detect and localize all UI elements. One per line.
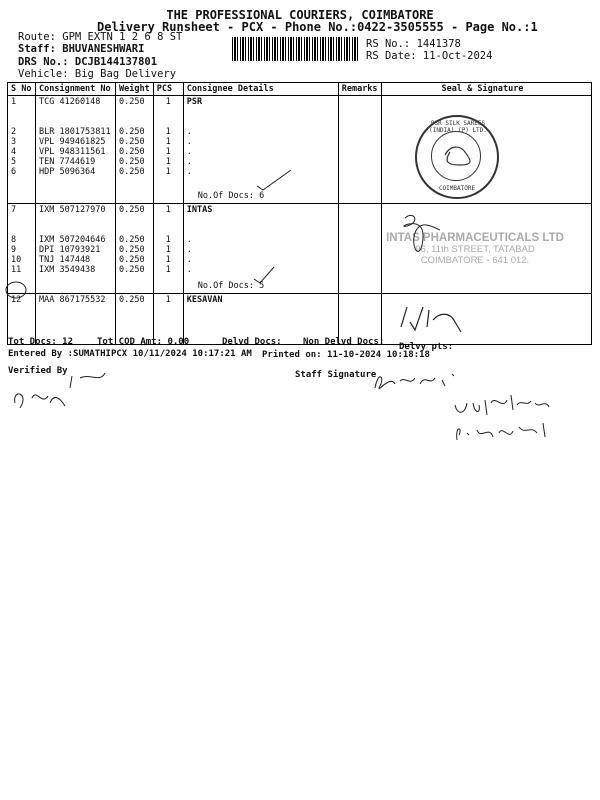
pcs: 1 bbox=[165, 97, 171, 107]
consignment-no: BLR 1801753811 bbox=[39, 127, 111, 137]
pcs: 1 bbox=[165, 127, 171, 137]
pcs: 1 bbox=[165, 255, 171, 265]
col-consignee: Consignee Details bbox=[183, 83, 338, 96]
consignment-no: IXM 507204646 bbox=[39, 235, 106, 245]
weight: 0.250 bbox=[119, 205, 145, 215]
consignment-no: MAA 867175532 bbox=[39, 295, 106, 305]
consignee-detail: . bbox=[186, 235, 192, 245]
weight: 0.250 bbox=[119, 255, 145, 265]
stamp-text: PSR SILK SAREES (INDIA) (P) LTD. bbox=[429, 120, 487, 134]
check-mark-1 bbox=[255, 168, 295, 192]
weight: 0.250 bbox=[119, 245, 145, 255]
sno: 9 bbox=[11, 245, 17, 255]
col-consignment: Consignment No bbox=[36, 83, 116, 96]
barcode bbox=[232, 37, 360, 61]
weight: 0.250 bbox=[119, 157, 145, 167]
verifier-signature bbox=[10, 368, 120, 423]
pcs: 1 bbox=[165, 157, 171, 167]
pcs: 1 bbox=[165, 147, 171, 157]
consignment-no: TCG 41260148 bbox=[39, 97, 101, 107]
consignment-no: IXM 507127970 bbox=[39, 205, 106, 215]
entered-by: Entered By :SUMATHIPCX 10/11/2024 10:17:21 AM bbox=[8, 349, 252, 359]
consignment-no: VPL 949461825 bbox=[39, 137, 106, 147]
pcs: 1 bbox=[165, 265, 171, 275]
sno: 12 bbox=[11, 295, 22, 305]
consignee-name: KESAVAN bbox=[186, 295, 223, 305]
delvy-pts: Delvy pts: bbox=[399, 342, 454, 352]
col-seal: Seal & Signature bbox=[381, 83, 591, 96]
col-pcs: PCS bbox=[153, 83, 183, 96]
check-mark-2 bbox=[252, 265, 277, 285]
weight: 0.250 bbox=[119, 137, 145, 147]
intas-signature bbox=[395, 208, 445, 253]
weight: 0.250 bbox=[119, 265, 145, 275]
table-row-group bbox=[8, 96, 592, 204]
weight: 0.250 bbox=[119, 235, 145, 245]
tot-docs: Tot Docs: 12 bbox=[8, 337, 74, 347]
consignee-detail: . bbox=[186, 167, 192, 177]
weight: 0.250 bbox=[119, 167, 145, 177]
rs-number: RS No.: 1441378 bbox=[366, 38, 461, 50]
sno: 5 bbox=[11, 157, 17, 167]
sno: 2 bbox=[11, 127, 17, 137]
remarks-cell bbox=[338, 96, 381, 204]
pcs: 1 bbox=[165, 205, 171, 215]
consignment-no: TNJ 147448 bbox=[39, 255, 91, 265]
consignment-no: TEN 7744619 bbox=[39, 157, 96, 167]
intas-address-1: 96, 11th STREET, TATABAD bbox=[415, 244, 535, 255]
rs-date: RS Date: 11-Oct-2024 bbox=[366, 50, 493, 62]
weight: 0.250 bbox=[119, 127, 145, 137]
kesavan-signature bbox=[395, 302, 465, 337]
sno: 4 bbox=[11, 147, 17, 157]
pcs: 1 bbox=[165, 245, 171, 255]
weight: 0.250 bbox=[119, 97, 145, 107]
sno: 8 bbox=[11, 235, 17, 245]
pcs: 1 bbox=[165, 137, 171, 147]
pcs: 1 bbox=[165, 167, 171, 177]
docs-count: No.Of Docs: 6 bbox=[197, 191, 265, 201]
updated-signature bbox=[445, 385, 565, 455]
consignee-name: PSR bbox=[186, 97, 203, 107]
consignee-detail: . bbox=[186, 147, 192, 157]
consignment-no: IXM 3549438 bbox=[39, 265, 96, 275]
table-header bbox=[8, 83, 592, 96]
consignee-detail: . bbox=[186, 127, 192, 137]
remarks-cell bbox=[338, 204, 381, 294]
consignee-detail: . bbox=[186, 137, 192, 147]
weight: 0.250 bbox=[119, 147, 145, 157]
staff-signature-label: Staff Signature bbox=[295, 370, 377, 380]
weight: 0.250 bbox=[119, 295, 145, 305]
sno: 11 bbox=[11, 265, 22, 275]
stamp-place: COIMBATORE bbox=[438, 185, 476, 192]
sno: 1 bbox=[11, 97, 17, 107]
docs-count: No.Of Docs: 5 bbox=[197, 281, 265, 291]
verified-by-label: Verified By bbox=[8, 366, 68, 376]
col-sno: S No bbox=[8, 83, 36, 96]
vehicle: Vehicle: Big Bag Delivery bbox=[18, 68, 177, 80]
delvd-docs: Delvd Docs: bbox=[222, 337, 282, 347]
company-title: THE PROFESSIONAL COURIERS, COIMBATORE bbox=[166, 8, 434, 22]
consignee-detail: . bbox=[186, 157, 192, 167]
sno: 3 bbox=[11, 137, 17, 147]
consignee-detail: . bbox=[186, 245, 192, 255]
non-delvd-docs: Non Delvd Docs: bbox=[303, 337, 385, 347]
col-weight: Weight bbox=[116, 83, 154, 96]
route: Route: GPM EXTN 1 2 6 8 ST bbox=[18, 31, 183, 43]
sno: 10 bbox=[11, 255, 22, 265]
consignee-detail: . bbox=[186, 265, 192, 275]
printed-on: Printed on: 11-10-2024 10:18:18 bbox=[262, 350, 430, 360]
table-row-group bbox=[8, 294, 592, 345]
intas-name: INTAS PHARMACEUTICALS LTD bbox=[386, 232, 564, 244]
consignment-no: HDP 5096364 bbox=[39, 167, 96, 177]
circle-mark bbox=[5, 280, 29, 300]
runsheet-table bbox=[7, 82, 592, 345]
sno: 6 bbox=[11, 167, 17, 177]
drs-number: DRS No.: DCJB144137801 bbox=[18, 56, 158, 68]
col-remarks: Remarks bbox=[338, 83, 381, 96]
runsheet-title: Delivery Runsheet - PCX - Phone No.:0422-3505555 - Page No.:1 bbox=[97, 20, 538, 34]
tot-cod: Tot COD Amt: 0.00 bbox=[97, 337, 190, 347]
stamp-emblem-icon bbox=[440, 140, 480, 170]
consignee-name: INTAS bbox=[186, 205, 213, 215]
consignment-no: VPL 948311561 bbox=[39, 147, 106, 157]
staff: Staff: BHUVANESHWARI bbox=[18, 43, 145, 55]
pcs: 1 bbox=[165, 235, 171, 245]
consignee-detail: . bbox=[186, 255, 192, 265]
intas-address-2: COIMBATORE - 641 012. bbox=[420, 255, 530, 266]
pcs: 1 bbox=[165, 295, 171, 305]
sno: 7 bbox=[11, 205, 17, 215]
consignment-no: DPI 10793921 bbox=[39, 245, 101, 255]
